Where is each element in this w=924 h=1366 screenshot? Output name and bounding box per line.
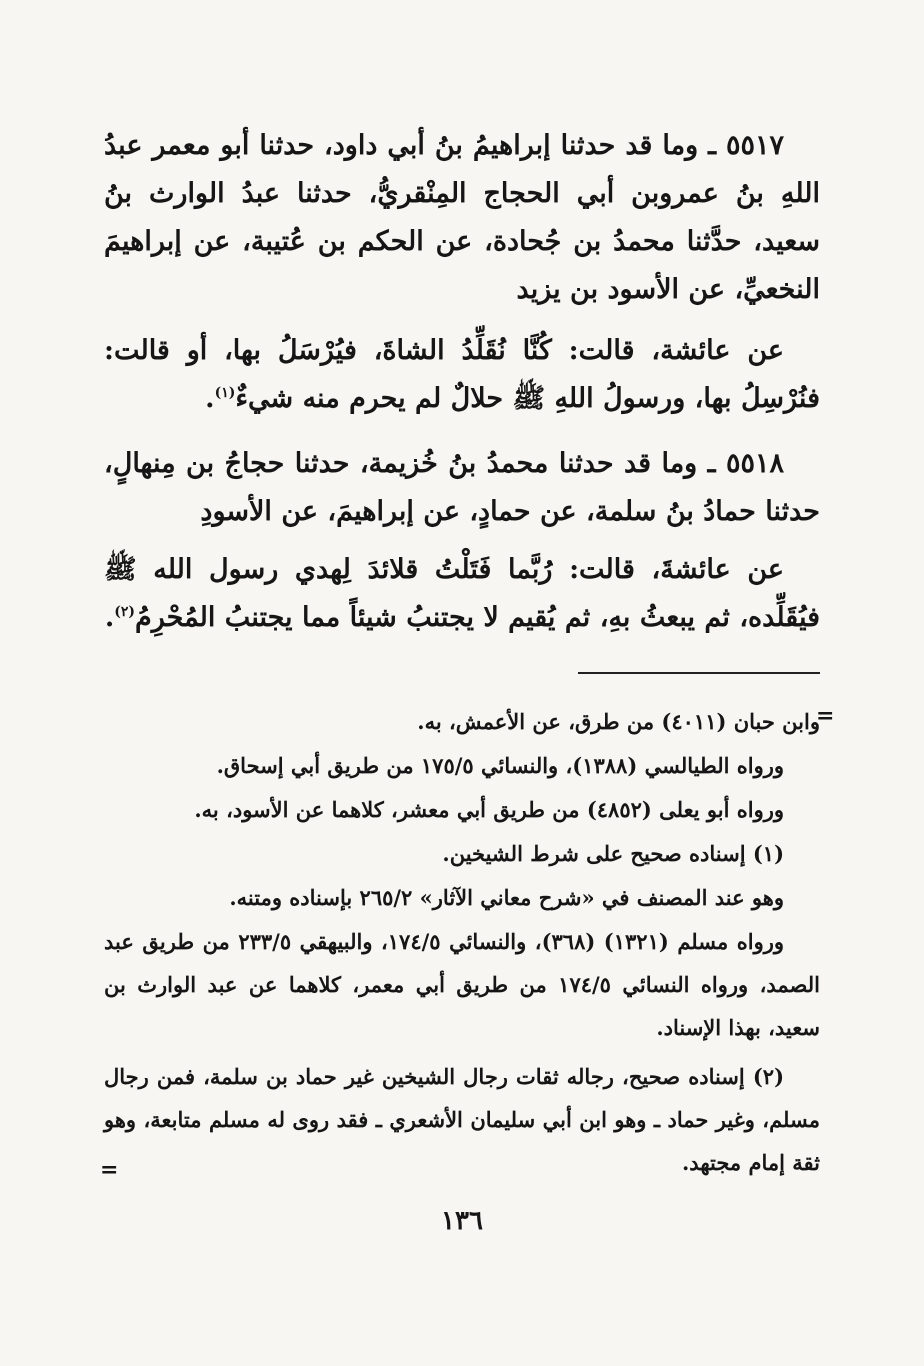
footnote-line-1: وابن حبان (٤٠١١) من طرق، عن الأعمش، به. xyxy=(417,709,820,734)
hadith-5518-isnad xyxy=(104,440,820,536)
hadith-5517-isnad xyxy=(104,122,820,314)
page-number: ١٣٦ xyxy=(441,1206,483,1236)
hadith-5518-matn: عن عائشةَ، قالت: رُبَّما فَتَلْتُ قلائدَ لِهدي رسول الله ﷺ فيُقَلِّده، ثم يبعثُ بهِ، ثم يُقيم لا يجتنبُ شيئاً مما يجتنبُ المُحْرِمُ$^{(٢)}$. xyxy=(104,554,820,633)
continued-marker: = xyxy=(100,1157,119,1183)
footnote-ref-2: (٢) xyxy=(114,604,136,620)
hadith-5517-matn-text: عن عائشة، قالت: كُنَّا نُقَلِّدُ الشاةَ، فيُرْسَلُ بها، أو قالت: فنُرْسِلُ بها، ورسولُ اللهِ ﷺ حلالٌ لم يحرم منه شيءٌ xyxy=(104,335,820,414)
footnote-1-a: (١) إسناده صحيح على شرط الشيخين. xyxy=(442,841,784,866)
footnote-line-2: ورواه الطيالسي (١٣٨٨)، والنسائي ١٧٥/٥ من طريق أبي إسحاق. xyxy=(216,753,784,778)
footnote-2: (٢) إسناده صحيح، رجاله ثقات رجال الشيخين غير حماد بن سلمة، فمن رجال مسلم، وغير حماد ـ وهو ابن أبي سليمان الأشعري ـ فقد روى له مسلم متابعة، وهو ثقة إمام مجتهد. xyxy=(104,1064,820,1175)
hadith-5518-matn-text: عن عائشةَ، قالت: رُبَّما فَتَلْتُ قلائدَ لِهدي رسول الله ﷺ فيُقَلِّده، ثم يبعثُ بهِ، ثم يُقيم لا يجتنبُ شيئاً مما يجتنبُ المُحْرِمُ xyxy=(104,554,820,633)
footnote-ref-1: (١) xyxy=(214,385,236,401)
hadith-5518-isnad-text: ٥٥١٨ ـ وما قد حدثنا محمدُ بنُ خُزيمة، حدثنا حجاجُ بن مِنهالٍ، حدثنا حمادُ بنُ سلمة، عن حمادٍ، عن إبراهيمَ، عن الأسودِ xyxy=(104,448,820,527)
footnote-line-3: ورواه أبو يعلى (٤٨٥٢) من طريق أبي معشر، كلاهما عن الأسود، به. xyxy=(194,797,784,822)
hadith-5517-matn: عن عائشة، قالت: كُنَّا نُقَلِّدُ الشاةَ، فيُرْسَلُ بها، أو قالت: فنُرْسِلُ بها، ورسولُ اللهِ ﷺ حلالٌ لم يحرم منه شيءٌ$^{(١)}$. xyxy=(104,335,820,414)
continuation-marker: = xyxy=(816,703,835,729)
hadith-5517-isnad-text: ٥٥١٧ ـ وما قد حدثنا إبراهيمُ بنُ أبي داود، حدثنا أبو معمر عبدُ اللهِ بنُ عمروبن أبي الحجاج المِنْقريُّ، حدثنا عبدُ الوارث بنُ سعيد، حدَّثنا محمدُ بن جُحادة، عن الحكم بن عُتيبة، عن إبراهيمَ النخعيِّ، عن الأسود بن يزيد xyxy=(104,130,820,305)
footnote-1-b: وهو عند المصنف في «شرح معاني الآثار» ٢٦٥/٢ بإسناده ومتنه. xyxy=(229,885,784,910)
footnote-1-c: ورواه مسلم (١٣٢١) (٣٦٨)، والنسائي ١٧٤/٥، والبيهقي ٢٣٣/٥ من طريق عبد الصمد، ورواه النسائي ١٧٤/٥ من طريق أبي معمر، كلاهما عن عبد الوارث بن سعيد، بهذا الإسناد. xyxy=(104,929,820,1040)
footnote-separator xyxy=(578,672,820,674)
